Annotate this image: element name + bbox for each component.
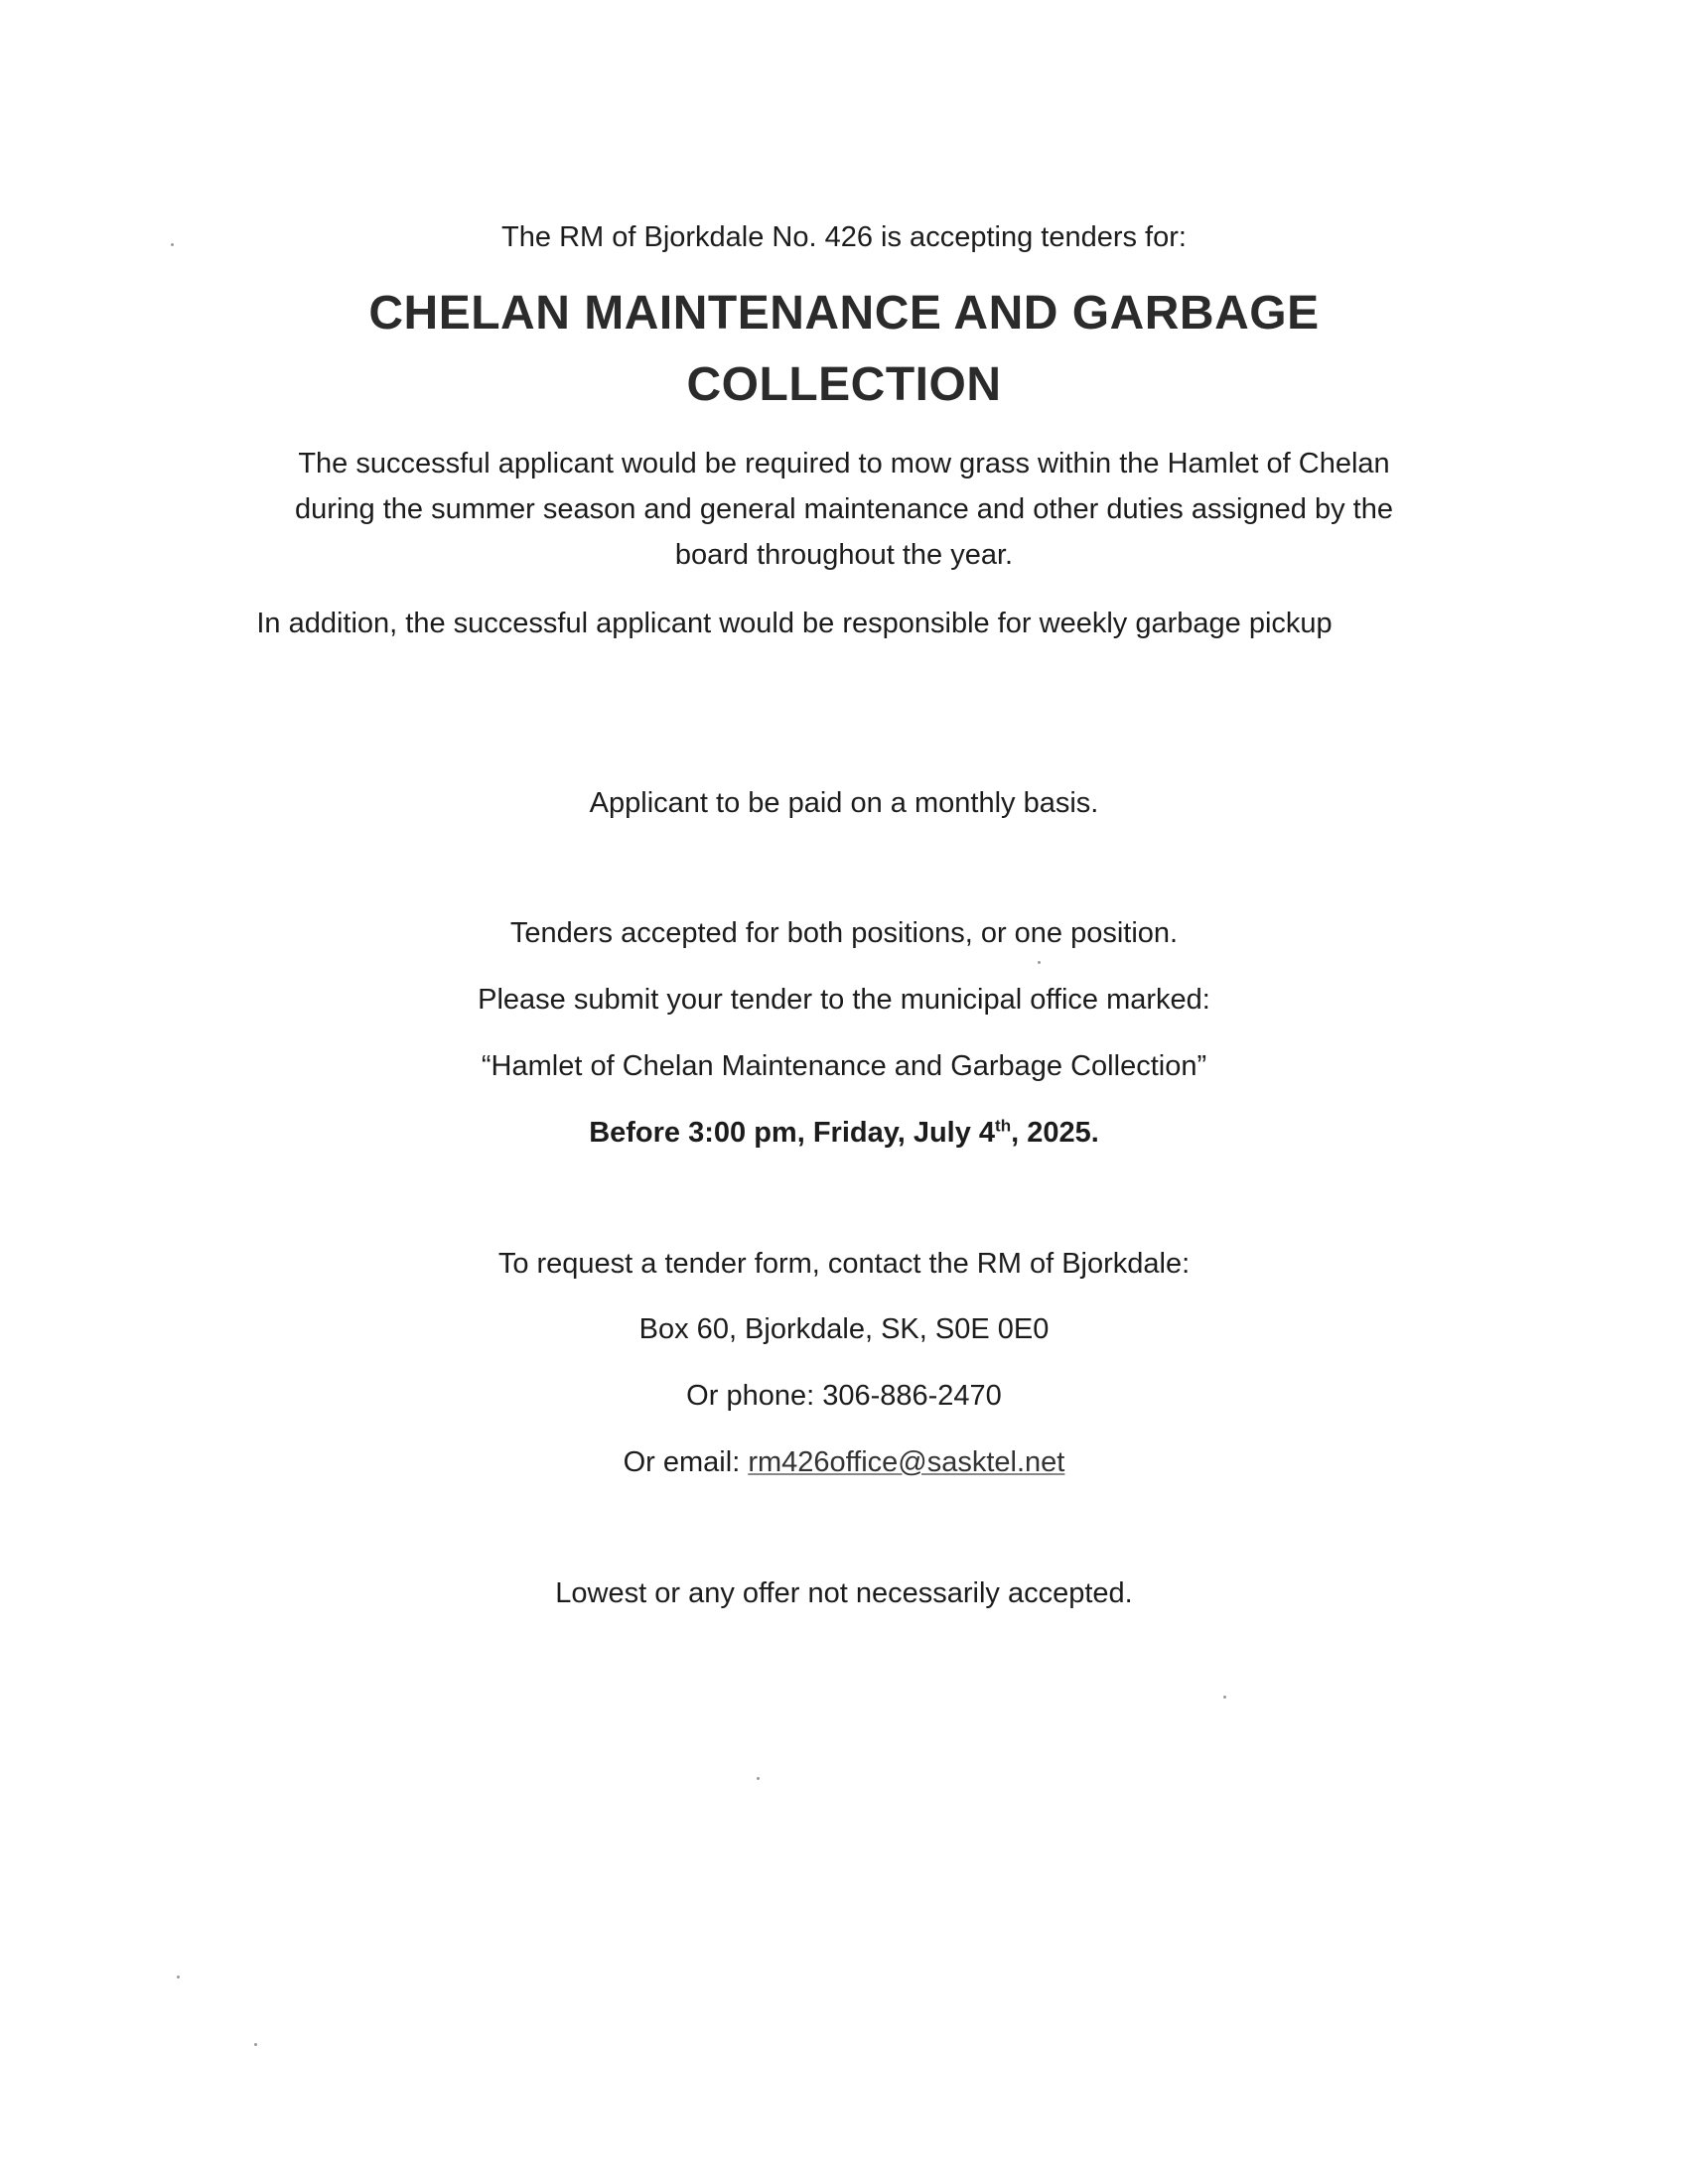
scan-speck bbox=[757, 1777, 760, 1780]
duties-line-3: board throughout the year. bbox=[674, 539, 1014, 571]
contact-intro-line: To request a tender form, contact the RM of Bjorkdale: bbox=[497, 1248, 1191, 1280]
scan-speck bbox=[254, 2043, 257, 2046]
positions-line: Tenders accepted for both positions, or one position. bbox=[509, 917, 1179, 949]
intro-line: The RM of Bjorkdale No. 426 is accepting tenders for: bbox=[501, 221, 1187, 253]
mailing-address: Box 60, Bjorkdale, SK, S0E 0E0 bbox=[638, 1313, 1050, 1345]
deadline-ordinal: th bbox=[995, 1116, 1012, 1136]
submit-instruction-line: Please submit your tender to the municipal office marked: bbox=[478, 984, 1210, 1016]
scan-speck bbox=[177, 1976, 180, 1979]
duties-line-1: The successful applicant would be required to mow grass within the Hamlet of Chelan bbox=[298, 448, 1390, 479]
payment-line: Applicant to be paid on a monthly basis. bbox=[589, 787, 1099, 819]
deadline-year: , 2025. bbox=[1011, 1117, 1099, 1149]
notice-title-line-2: COLLECTION bbox=[686, 358, 1002, 411]
garbage-pickup-line: In addition, the successful applicant would be responsible for weekly garbage pickup bbox=[256, 608, 1333, 639]
envelope-marking-line: “Hamlet of Chelan Maintenance and Garbage Collection” bbox=[481, 1050, 1207, 1082]
notice-title-line-1: CHELAN MAINTENANCE AND GARBAGE bbox=[368, 287, 1320, 340]
email-link[interactable]: rm426office@sasktel.net bbox=[748, 1446, 1065, 1478]
email-line bbox=[0, 1445, 1688, 1479]
deadline-line bbox=[0, 1116, 1688, 1150]
scan-speck bbox=[1038, 961, 1041, 964]
phone-line bbox=[0, 1379, 1688, 1413]
scan-speck bbox=[171, 243, 174, 246]
phone-number: 306-886-2470 bbox=[822, 1380, 1002, 1412]
deadline-text: Before 3:00 pm, Friday, July 4 bbox=[589, 1117, 996, 1149]
email-label: Or email: bbox=[623, 1446, 749, 1478]
disclaimer-line: Lowest or any offer not necessarily accepted. bbox=[555, 1577, 1133, 1609]
scan-speck bbox=[1223, 1696, 1226, 1699]
duties-line-2: during the summer season and general maintenance and other duties assigned by the bbox=[295, 493, 1393, 525]
phone-label: Or phone: bbox=[686, 1380, 823, 1412]
